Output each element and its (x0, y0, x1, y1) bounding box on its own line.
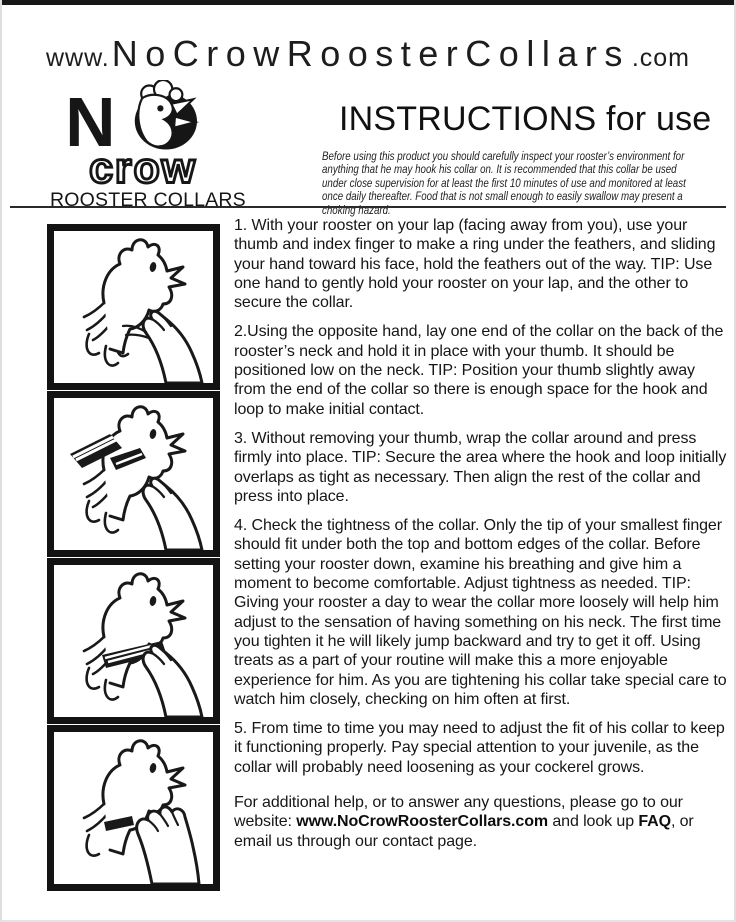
footer-faq-label: FAQ (638, 813, 671, 831)
logo-tagline: ROOSTER COLLARS (50, 189, 246, 211)
rooster-lay-collar-icon (54, 398, 213, 550)
footer-help-text (234, 793, 728, 851)
footer-website-url: www.NoCrowRoosterCollars.com (296, 813, 549, 831)
rooster-eye (157, 105, 163, 111)
step-3-text: 3. Without removing your thumb, wrap the collar around and press firmly into place. TIP: Secure the area where the hook and loop initially overlaps as tight as necessary. Then align the rest of the collar and press into place. (234, 429, 727, 505)
url-main: NoCrowRoosterCollars (111, 33, 630, 74)
footer-text-mid: and look up (548, 813, 639, 831)
url-header (2, 33, 734, 75)
no-crow-logo (50, 80, 246, 212)
disclaimer-text: Before using this product you should carefully inspect your rooster’s environment for anything that he may hook his collar on. It is recommended that this collar be used under close supervision for at least the first 10 minutes of use and monitored at least once daily thereafter. Food that is not small enough to easily swallow may present a choking hazard. (322, 150, 686, 217)
illustration-step-2 (47, 391, 220, 557)
illustration-step-4 (47, 725, 220, 891)
step-4-text: 4. Check the tightness of the collar. Only the tip of your smallest finger should fit under both the top and bottom edges of the collar. Before setting your rooster down, examine his breathing and give him a moment to become comfortable. Adjust tightness as needed. TIP: Giving your rooster a day to wear the collar more loosely will help him adjust to the sensation of having something on his neck. The first time you tighten it he will likely jump backward and try to get it off. Using treats as a part of your routine will make this a more enjoyable experience for him. As you are tightening his collar take special care to watch him closely, checking on him often at first. (234, 517, 727, 708)
rooster-wrap-collar-icon (54, 565, 213, 717)
rooster-hold-feathers-icon (54, 231, 213, 383)
rooster-check-collar-icon (54, 732, 213, 884)
page-title: INSTRUCTIONS for use (339, 100, 712, 138)
no-crow-rooster-logo-icon (50, 80, 236, 188)
footer-text-end: , or email us through our contact page. (234, 813, 694, 850)
header-divider (10, 206, 726, 208)
url-suffix: .com (631, 44, 691, 72)
illustration-column (47, 224, 220, 891)
instruction-steps (234, 216, 728, 861)
logo-letter-n: N (65, 82, 116, 161)
top-border-bar (2, 0, 734, 5)
step-1-text: 1. With your rooster on your lap (facing away from you), use your thumb and index finger to make a ring under the feathers, and sliding your hand toward his face, hold the feathers out of the way. TIP: Use one hand to gently hold your rooster on your lap, and the other to secure the collar. (234, 217, 716, 312)
logo-crow-text: crow (89, 144, 197, 188)
url-prefix: www. (45, 44, 110, 72)
hand-checking (137, 807, 199, 884)
illustration-step-3 (47, 558, 220, 724)
step-2-text: 2.Using the opposite hand, lay one end of the collar on the back of the rooster’s neck and hold it in place with your thumb. It should be positioned low on the neck. TIP: Position your thumb slightly away from the end of the collar so there is enough space for the hook and loop to make initial contact. (234, 323, 724, 418)
step-5-text: 5. From time to time you may need to adjust the fit of his collar to keep it functioning properly. Pay special attention to your juvenile, as the collar will probably need loosening as your cockerel grows. (234, 720, 725, 776)
illustration-step-1 (47, 224, 220, 390)
footer-text-start: For additional help, or to answer any questions, please go to our website: (234, 794, 683, 831)
